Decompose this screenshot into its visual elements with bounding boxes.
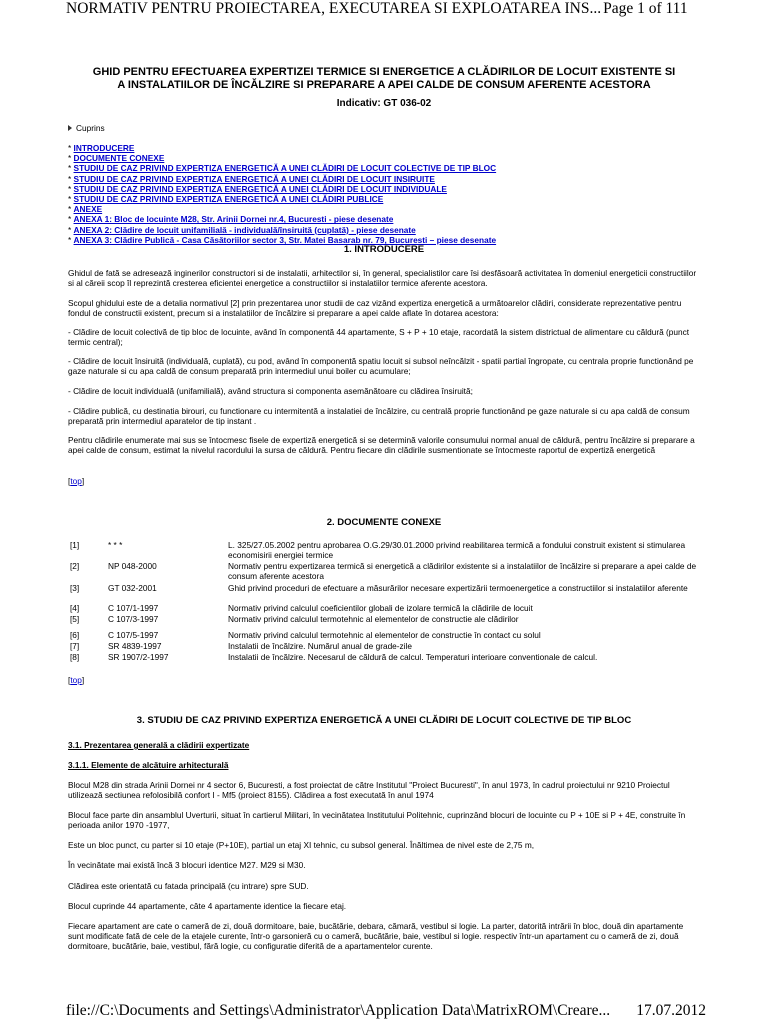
ref-title: Ghid privind proceduri de efectuare a măsurărilor necesare expertizării termoenergetice a constructiilor si instalatiilor aferente [228,583,688,593]
top-link[interactable]: top [70,675,82,685]
ref-number: [4] [70,603,80,613]
toc-link-studiu-insiruite[interactable]: STUDIU DE CAZ PRIVIND EXPERTIZA ENERGETICĂ A UNEI CLĂDIRI DE LOCUIT INSIRUITE [73,173,435,184]
ref-code: * * * [108,540,123,550]
expand-arrow-icon [68,125,72,131]
paragraph: În vecinătate mai există încă 3 blocuri identice M27. M29 si M30. [68,860,306,870]
toc-link-introducere[interactable]: INTRODUCERE [73,143,135,153]
toc-link-studiu-bloc[interactable]: STUDIU DE CAZ PRIVIND EXPERTIZA ENERGETICĂ A UNEI CLĂDIRI DE LOCUIT COLECTIVE DE TIP BLOC [73,163,497,174]
ref-code: GT 032-2001 [108,583,157,593]
top-link-wrapper: [top] [68,675,85,685]
document-title [68,66,700,92]
title-line-1: GHID PENTRU EFECTUAREA EXPERTIZEI TERMICE SI ENERGETICE A CLĂDIRILOR DE LOCUIT EXISTENTE SI [92,66,676,78]
page-number: Page 1 of 111 [603,0,688,17]
toc-link-studiu-publice[interactable]: STUDIU DE CAZ PRIVIND EXPERTIZA ENERGETICĂ A UNEI CLĂDIRI PUBLICE [73,194,384,205]
toc-item: * DOCUMENTE CONEXE [68,153,165,164]
title-line-2: A INSTALATIILOR DE ÎNCĂLZIRE SI PREPARARE A APEI CALDE DE CONSUM AFERENTE ACESTORA [117,79,651,91]
top-link-wrapper: [top] [68,476,85,486]
paragraph: Blocul M28 din strada Arinii Dornei nr 4 sector 6, Bucuresti, a fost proiectat de către Institutul "Proiect Bucuresti", în anul 1973, în cadrul proiectului nr 9210 Proiectul utilizează sectiunea refolosibilă confort I - Mf5 (proiect 8155). Clădirea a fost executată în anul 1974 [68,780,670,801]
ref-number: [5] [70,614,80,624]
toc-item: * STUDIU DE CAZ PRIVIND EXPERTIZA ENERGETICĂ A UNEI CLĂDIRI DE LOCUIT COLECTIVE DE TIP BLOC [68,163,497,174]
subsection-heading: 3.1.1. Elemente de alcătuire arhitecturală [68,760,229,770]
paragraph: - Clădire de locuit însiruită (individuală, cuplată), cu pod, având în componentă spatiu locuit si subsol neîncălzit - spatii partial îngropate, cu centrala proprie functionând pe gaze naturale si cu apa caldă de consum preparată prin intermediul unui boiler cu acumulare; [68,356,694,377]
toc-item: * INTRODUCERE [68,143,135,153]
toc-link-documente-conexe[interactable]: DOCUMENTE CONEXE [73,153,165,164]
toc-item: * ANEXA 3: Clădire Publică - Casa Căsătoriilor sector 3, Str. Matei Basarab nr. 79, Bucuresti – piese desenate [68,234,497,245]
footer-date: 17.07.2012 [636,1002,706,1019]
toc-item: * ANEXA 2: Clădire de locuit unifamilială - individuală/însiruită (cuplată) - piese desenate [68,224,416,235]
toc-link-anexa-2[interactable]: ANEXA 2: Clădire de locuit unifamilială - individuală/însiruită (cuplată) - piese desenate [73,224,416,235]
cuprins-label: Cuprins [76,123,105,133]
ref-title: Instalatii de încălzire. Necesarul de căldură de calcul. Temperaturi interioare conventionale de calcul. [228,652,598,662]
toc-link-studiu-individuale[interactable]: STUDIU DE CAZ PRIVIND EXPERTIZA ENERGETICĂ A UNEI CLĂDIRI DE LOCUIT INDIVIDUALE [73,183,447,194]
toc-link-anexa-1[interactable]: ANEXA 1: Bloc de locuinte M28, Str. Arinii Dornei nr.4, Bucuresti - piese desenate [73,214,394,225]
header-title: NORMATIV PENTRU PROIECTAREA, EXECUTAREA SI EXPLOATAREA INS... [66,0,602,17]
paragraph: Este un bloc punct, cu parter si 10 etaje (P+10E), partial un etaj XI tehnic, cu subsol general. Înăltimea de nivel este de 2,75 m, [68,840,535,850]
section-heading-2: 2. DOCUMENTE CONEXE [326,517,442,528]
toc-link-anexa-3[interactable]: ANEXA 3: Clădire Publică - Casa Căsătoriilor sector 3, Str. Matei Basarab nr. 79, Bucuresti – piese desenate [73,234,497,245]
section-heading-1: 1. INTRODUCERE [343,244,425,255]
ref-code: C 107/3-1997 [108,614,159,624]
toc-item: * STUDIU DE CAZ PRIVIND EXPERTIZA ENERGETICĂ A UNEI CLĂDIRI DE LOCUIT INSIRUITE [68,173,435,184]
ref-number: [8] [70,652,80,662]
subsection-heading: 3.1. Prezentarea generală a clădirii expertizate [68,740,250,750]
paragraph: - Clădire publică, cu destinatia birouri, cu functionare cu intermitentă a instalatiei de încălzire, cu centrală proprie functionând pe gaze naturale si cu apa caldă de consum preparată prin intermediul aparatelor de tip instant . [68,406,690,427]
paragraph: - Clădire de locuit individuală (unifamilială), având structura si componenta asemănătoare cu clădirea însiruită; [68,386,473,396]
paragraph: Blocul cuprinde 44 apartamente, câte 4 apartamente identice la fiecare etaj. [68,901,347,911]
ref-code: SR 4839-1997 [108,641,162,651]
ref-title: Normativ privind calculul termotehnic al elementelor de constructie ale clădirilor [228,614,519,624]
paragraph: Scopul ghidului este de a detalia normativul [2] prin prezentarea unor studii de caz vizând expertiza energetică a următoarelor clădiri, considerate reprezentative pentru fondul de constructii existent, precum si a instalatiilor de încălzire si preparare a apei calde aflate în dotarea acestora: [68,298,682,319]
ref-number: [2] [70,561,80,571]
toc-item: * STUDIU DE CAZ PRIVIND EXPERTIZA ENERGETICĂ A UNEI CLĂDIRI DE LOCUIT INDIVIDUALE [68,183,447,194]
toc-link-anexe[interactable]: ANEXE [73,204,103,215]
section-heading-3: 3. STUDIU DE CAZ PRIVIND EXPERTIZA ENERGETICĂ A UNEI CLĂDIRI DE LOCUIT COLECTIVE DE TIP BLOC [136,715,632,726]
ref-number: [1] [70,540,80,550]
paragraph: Clădirea este orientată cu fatada principală (cu intrare) spre SUD. [68,881,309,891]
indicativ: Indicativ: GT 036-02 [336,98,432,109]
paragraph: - Clădire de locuit colectivă de tip bloc de locuinte, având în componentă 44 apartamente, S + P + 10 etaje, racordată la sistem districtual de alimentare cu căldură (punct termic central); [68,327,690,348]
ref-title: L. 325/27.05.2002 pentru aprobarea O.G.29/30.01.2000 privind reabilitarea termică a fondului construit existent si stimularea economisirii energiei termice [228,540,686,561]
print-header [66,0,706,18]
ref-title: Normativ pentru expertizarea termică si energetică a clădirilor existente si a instalatiilor de încălzire si preparare a apei calde de consum aferente acestora [228,561,697,582]
paragraph: Blocul face parte din ansamblul Uverturii, situat în cartierul Militari, în vecinătatea Institutului Politehnic, cuprinzând blocuri de locuinte cu P + 10E si P + 4E, construite în perioada anilor 1970 -1977, [68,810,686,831]
references-table [68,540,700,665]
footer-path: file://C:\Documents and Settings\Administrator\Application Data\MatrixROM\Creare... [66,1002,611,1019]
ref-number: [6] [70,630,80,640]
ref-number: [3] [70,583,80,593]
table-of-contents [68,143,496,245]
ref-number: [7] [70,641,80,651]
ref-code: C 107/5-1997 [108,630,159,640]
ref-title: Normativ privind calculul coeficientilor globali de izolare termică la clădirile de locuit [228,603,533,613]
ref-code: C 107/1-1997 [108,603,159,613]
toc-item: * ANEXA 1: Bloc de locuinte M28, Str. Arinii Dornei nr.4, Bucuresti - piese desenate [68,214,394,225]
paragraph: Ghidul de fată se adresează inginerilor constructori si de instalatii, arhitectilor si, în general, specialistilor care îsi desfăsoară activitatea în domeniul energeticii constructiilor si al căreii scop îl reprezintă cresterea eficientei energetice a constructiilor si instalatiilor termice aferente acestora. [68,268,697,289]
paragraph: Fiecare apartament are cate o cameră de zi, două dormitoare, baie, bucătărie, debara, cămară, vestibul si logie. La parter, datorită intrării în bloc, două din apartamente sunt modificate fată de cele de la etajele curente, într-o garsonieră cu o cameră, bucătărie, baie, vestibul si logie. respectiv într-un apartament cu o cameră de zi, două dormitoare, bucătărie, baie, vestibul, fără logie, cu configuratie diferită de a apartamentelor curente. [68,921,684,952]
ref-code: SR 1907/2-1997 [108,652,169,662]
cuprins-toggle[interactable] [68,123,105,133]
ref-title: Instalatii de încălzire. Numărul anual de grade-zile [228,641,413,651]
toc-item: * STUDIU DE CAZ PRIVIND EXPERTIZA ENERGETICĂ A UNEI CLĂDIRI PUBLICE [68,194,384,205]
ref-title: Normativ privind calculul termotehnic al elementelor de constructie în contact cu solul [228,630,541,640]
print-footer [66,1002,706,1020]
paragraph: Pentru clădirile enumerate mai sus se întocmesc fisele de expertiză energetică si se determină valorile consumului normal anual de căldură, pentru încălzire si preparare a apei calde de consum, estimat la nivelul racordului la sursa de căldură. Pentru fiecare din clădirile susmentionate se întocmeste raportul de expertiză energetică [68,435,695,456]
toc-item: * ANEXE [68,204,103,215]
ref-code: NP 048-2000 [108,561,157,571]
top-link[interactable]: top [70,476,82,486]
